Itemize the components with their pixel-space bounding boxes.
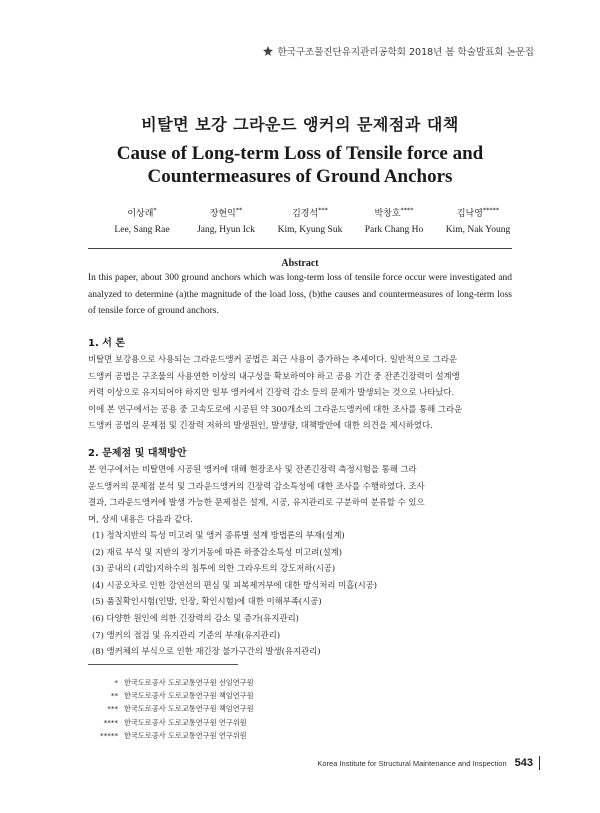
list-item: (4) 시공오차로 인한 강연선의 편심 및 피복제거부에 대한 방식처리 미흡(시공) [92,579,378,590]
footnote [80,702,254,715]
body-line: 결과, 그라운드앵커에 발생 가능한 문제점은 설계, 시공, 유지관리로 구분하여 분류할 수 있으 [88,497,425,507]
author-name-en: Kim, Kyung Suk [277,225,343,235]
body-line: 커력 이상으로 유지되어야 하지만 일부 앵커에서 긴장력 감소 등의 문제가 발생되는 것으로 나타났다. [88,387,455,397]
footnote-rule [88,664,238,665]
title-english-line2: Countermeasures of Ground Anchors [147,166,453,187]
author-name-en: Lee, Sang Rae [114,225,170,235]
author-name-en: Jang, Hyun Ick [197,225,255,235]
section-heading: 1. 서 론 [88,338,126,349]
footnotes [80,676,254,742]
author-mark: ***** [482,206,500,214]
author [268,206,352,235]
author-name-ko: 장현익 [209,209,236,219]
body-line: 며, 상세 내용은 다음과 같다. [88,513,193,524]
section2-body [88,461,512,527]
footer-bar [539,756,540,770]
author-mark: * [153,206,157,214]
section-heading: 2. 문제점 및 대책방안 [88,448,187,459]
page-footer [317,756,540,770]
section1-body [88,351,512,434]
author-mark: ** [235,206,243,214]
list-item: (8) 앵커체의 부식으로 인한 재긴장 불가구간의 발생(유지관리) [92,646,321,657]
running-header [262,44,534,58]
footnote-text: 한국도로공사 도로교통연구원 책임연구원 [124,691,254,701]
author-mark: *** [318,206,328,214]
author [184,206,268,235]
footnote [80,676,254,689]
footnote-text: 한국도로공사 도로교통연구원 연구위원 [124,717,247,727]
list-item: (5) 품질확인시험(인발, 인장, 확인시험)에 대한 이해부족(시공) [92,596,322,607]
author [436,206,520,235]
body-line: 드앵커 공법의 문제점 및 긴장력 저하의 발생원인, 발생량, 대책방안에 대한 의견을 제시하였다. [88,420,433,430]
body-line: 본 연구에서는 비탈면에 시공된 앵커에 대해 현장조사 및 잔존긴장력 측정시험을 통해 그라 [88,464,417,474]
footnote-text: 한국도로공사 도로교통연구원 연구위원 [124,730,247,740]
body-line: 드앵커 공법은 구조물의 사용연한 이상의 내구성을 확보하여야 하고 공용 기간 중 잔존긴장력이 설계앵 [88,370,460,381]
footnote-mark: *** [107,704,118,714]
author-name-ko: 박창호 [374,209,401,219]
author-name-ko: 김낙영 [456,209,483,219]
problem-list [92,527,512,660]
author [100,206,184,235]
abstract-text: In this paper, about 300 ground anchors which was long-term loss of tensile force occur were investigated and analyzed to determine (a)the magnitude of the load loss, (b)the causes and countermeasures of long-term loss of tensile force of ground anchors. [88,273,512,316]
footnote-mark: **** [103,717,118,727]
author-name-ko: 김경석 [292,209,319,219]
author-list [100,206,520,235]
list-item: (6) 다양한 원인에 의한 긴장력의 감소 및 증가(유지관리) [92,612,299,623]
body-line: 이에 본 연구에서는 공용 중 고속도로에 시공된 약 300개소의 그라운드앵커에 대한 조사를 통해 그라운 [88,403,463,414]
footnote-text: 한국도로공사 도로교통연구원 선임연구원 [124,678,254,687]
author-name-en: Park Chang Ho [364,225,424,235]
footnote [80,689,254,702]
body-line: 운드앵커의 문제점 분석 및 그라운드앵커의 긴장력 감소특성에 대한 조사를 수행하였다. 조사 [88,480,425,491]
footnote-mark: ***** [100,730,118,740]
page-number: 543 [514,757,533,769]
footnote-text: 한국도로공사 도로교통연구원 책임연구원 [124,704,254,714]
footnote [80,716,254,729]
title-korean: 비탈면 보강 그라운드 앵커의 문제점과 대책 [141,115,459,134]
author-name-ko: 이상래 [127,209,154,219]
footnote-mark: ** [110,691,118,701]
list-item: (7) 앵커의 점검 및 유지관리 기준의 부재(유지관리) [92,629,281,640]
list-item: (1) 정착지반의 특성 미고려 및 앵커 종류별 설계 방법론의 부재(설계) [92,530,345,540]
conference-name: 한국구조물진단유지관리공학회 2018년 봄 학술발표회 논문집 [277,47,534,58]
list-item: (3) 공내의 (괴압)지하수의 침투에 의한 그라우트의 강도저하(시공) [92,563,336,574]
author [352,206,436,235]
footnote-mark: * [114,678,118,687]
author-name-en: Kim, Nak Young [445,225,511,235]
body-line: 비탈면 보강용으로 사용되는 그라운드앵커 공법은 최근 사용이 증가하는 추세이다. 일반적으로 그라운 [88,354,458,364]
author-mark: **** [400,206,414,214]
divider [88,248,512,249]
list-item: (2) 재료 부식 및 지반의 장기거동에 따른 하중감소특성 미고려(설계) [92,546,343,557]
abstract-heading: Abstract [281,258,319,269]
title-english-line1: Cause of Long-term Loss of Tensile force and [116,143,484,164]
footer-organization: Korea Institute for Structural Maintenance and Inspection [317,758,507,768]
conference-logo-icon [262,46,274,56]
footnote [80,729,254,742]
